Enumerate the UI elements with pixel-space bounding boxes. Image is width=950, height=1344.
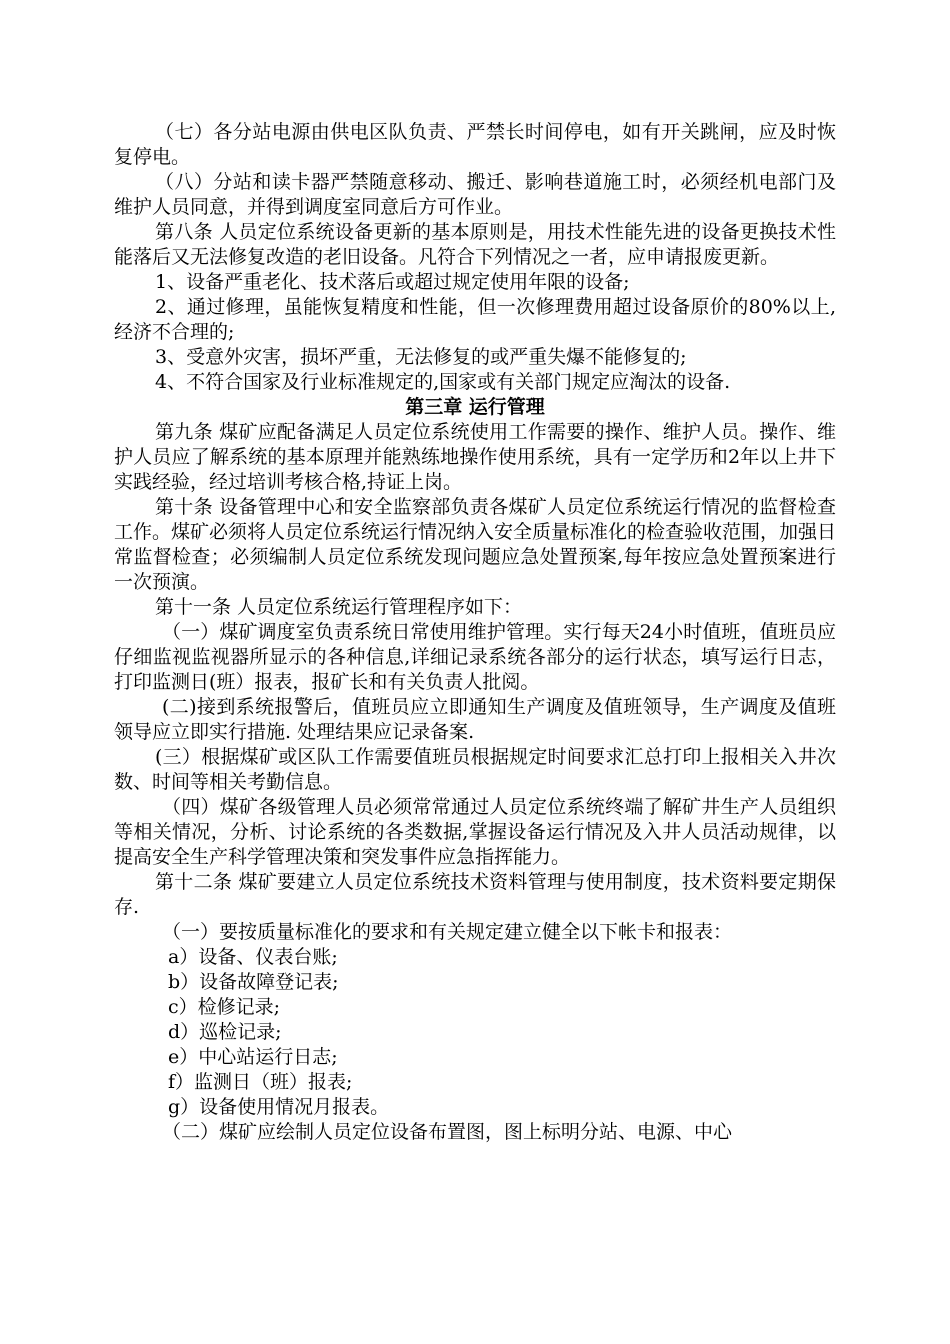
paragraph: （七）各分站电源由供电区队负责、严禁长时间停电，如有开关跳闸，应及时恢复停电。 (114, 121, 836, 168)
paragraph: （一）煤矿调度室负责系统日常使用维护管理。实行每天24小时值班，值班员应仔细监视监视器所显示的各种信息,详细记录系统各部分的运行状态，填写运行日志，打印监测日(班）报表，报矿长和有关负责人批阅。 (114, 621, 836, 693)
chapter-heading: 第三章 运行管理 (405, 396, 545, 418)
list-paragraph: 2、通过修理，虽能恢复精度和性能，但一次修理费用超过设备原价的80%以上,经济不合理的; (114, 296, 836, 343)
paragraph: (三）根据煤矿或区队工作需要值班员根据规定时间要求汇总打印上报相关入井次数、时间等相关考勤信息。 (114, 746, 836, 793)
list-item: a）设备、仪表台账; (168, 946, 338, 968)
list-item: d）巡检记录; (168, 1021, 282, 1043)
list-paragraph: 3、受意外灾害，损坏严重，无法修复的或严重失爆不能修复的; (155, 346, 687, 368)
paragraph: 第九条 煤矿应配备满足人员定位系统使用工作需要的操作、维护人员。操作、维护人员应了解系统的基本原理并能熟练地操作使用系统，具有一定学历和2年以上井下实践经验，经过培训考核合格,持证上岗。 (114, 421, 836, 493)
list-item: e）中心站运行日志; (168, 1046, 338, 1068)
list-item: b）设备故障登记表; (168, 971, 339, 993)
list-paragraph: 4、不符合国家及行业标准规定的,国家或有关部门规定应淘汰的设备. (155, 371, 731, 393)
paragraph: （八）分站和读卡器严禁随意移动、搬迁、影响巷道施工时，必须经机电部门及维护人员同意，并得到调度室同意后方可作业。 (114, 171, 836, 218)
paragraph: 第八条 人员定位系统设备更新的基本原则是，用技术性能先进的设备更换技术性能落后又无法修复改造的老旧设备。凡符合下列情况之一者，应申请报废更新。 (114, 221, 836, 268)
paragraph: 第十二条 煤矿要建立人员定位系统技术资料管理与使用制度，技术资料要定期保存. (114, 871, 836, 918)
list-item: c）检修记录; (168, 996, 281, 1018)
paragraph: 第十一条 人员定位系统运行管理程序如下： (155, 596, 523, 618)
document-page (114, 120, 836, 1145)
list-paragraph: 1、设备严重老化、技术落后或超过规定使用年限的设备; (155, 271, 630, 293)
paragraph: (二)接到系统报警后，值班员应立即通知生产调度及值班领导，生产调度及值班领导应立即实行措施. 处理结果应记录备案. (114, 696, 836, 743)
list-item: f）监测日（班）报表; (168, 1071, 353, 1093)
list-item: g）设备使用情况月报表。 (168, 1096, 390, 1118)
paragraph: 第十条 设备管理中心和安全监察部负责各煤矿人员定位系统运行情况的监督检查工作。煤矿必须将人员定位系统运行情况纳入安全质量标准化的检查验收范围，加强日常监督检查；必须编制人员定位系统发现问题应急处置预案,每年按应急处置预案进行一次预演。 (114, 496, 837, 593)
paragraph: （一）要按质量标准化的要求和有关规定建立健全以下帐卡和报表： (162, 921, 733, 943)
paragraph: （二）煤矿应绘制人员定位设备布置图，图上标明分站、电源、中心 (162, 1121, 733, 1143)
paragraph: （四）煤矿各级管理人员必须常常通过人员定位系统终端了解矿井生产人员组织等相关情况，分析、讨论系统的各类数据,掌握设备运行情况及入井人员活动规律，以提高安全生产科学管理决策和突发事件应急指挥能力。 (114, 796, 836, 868)
